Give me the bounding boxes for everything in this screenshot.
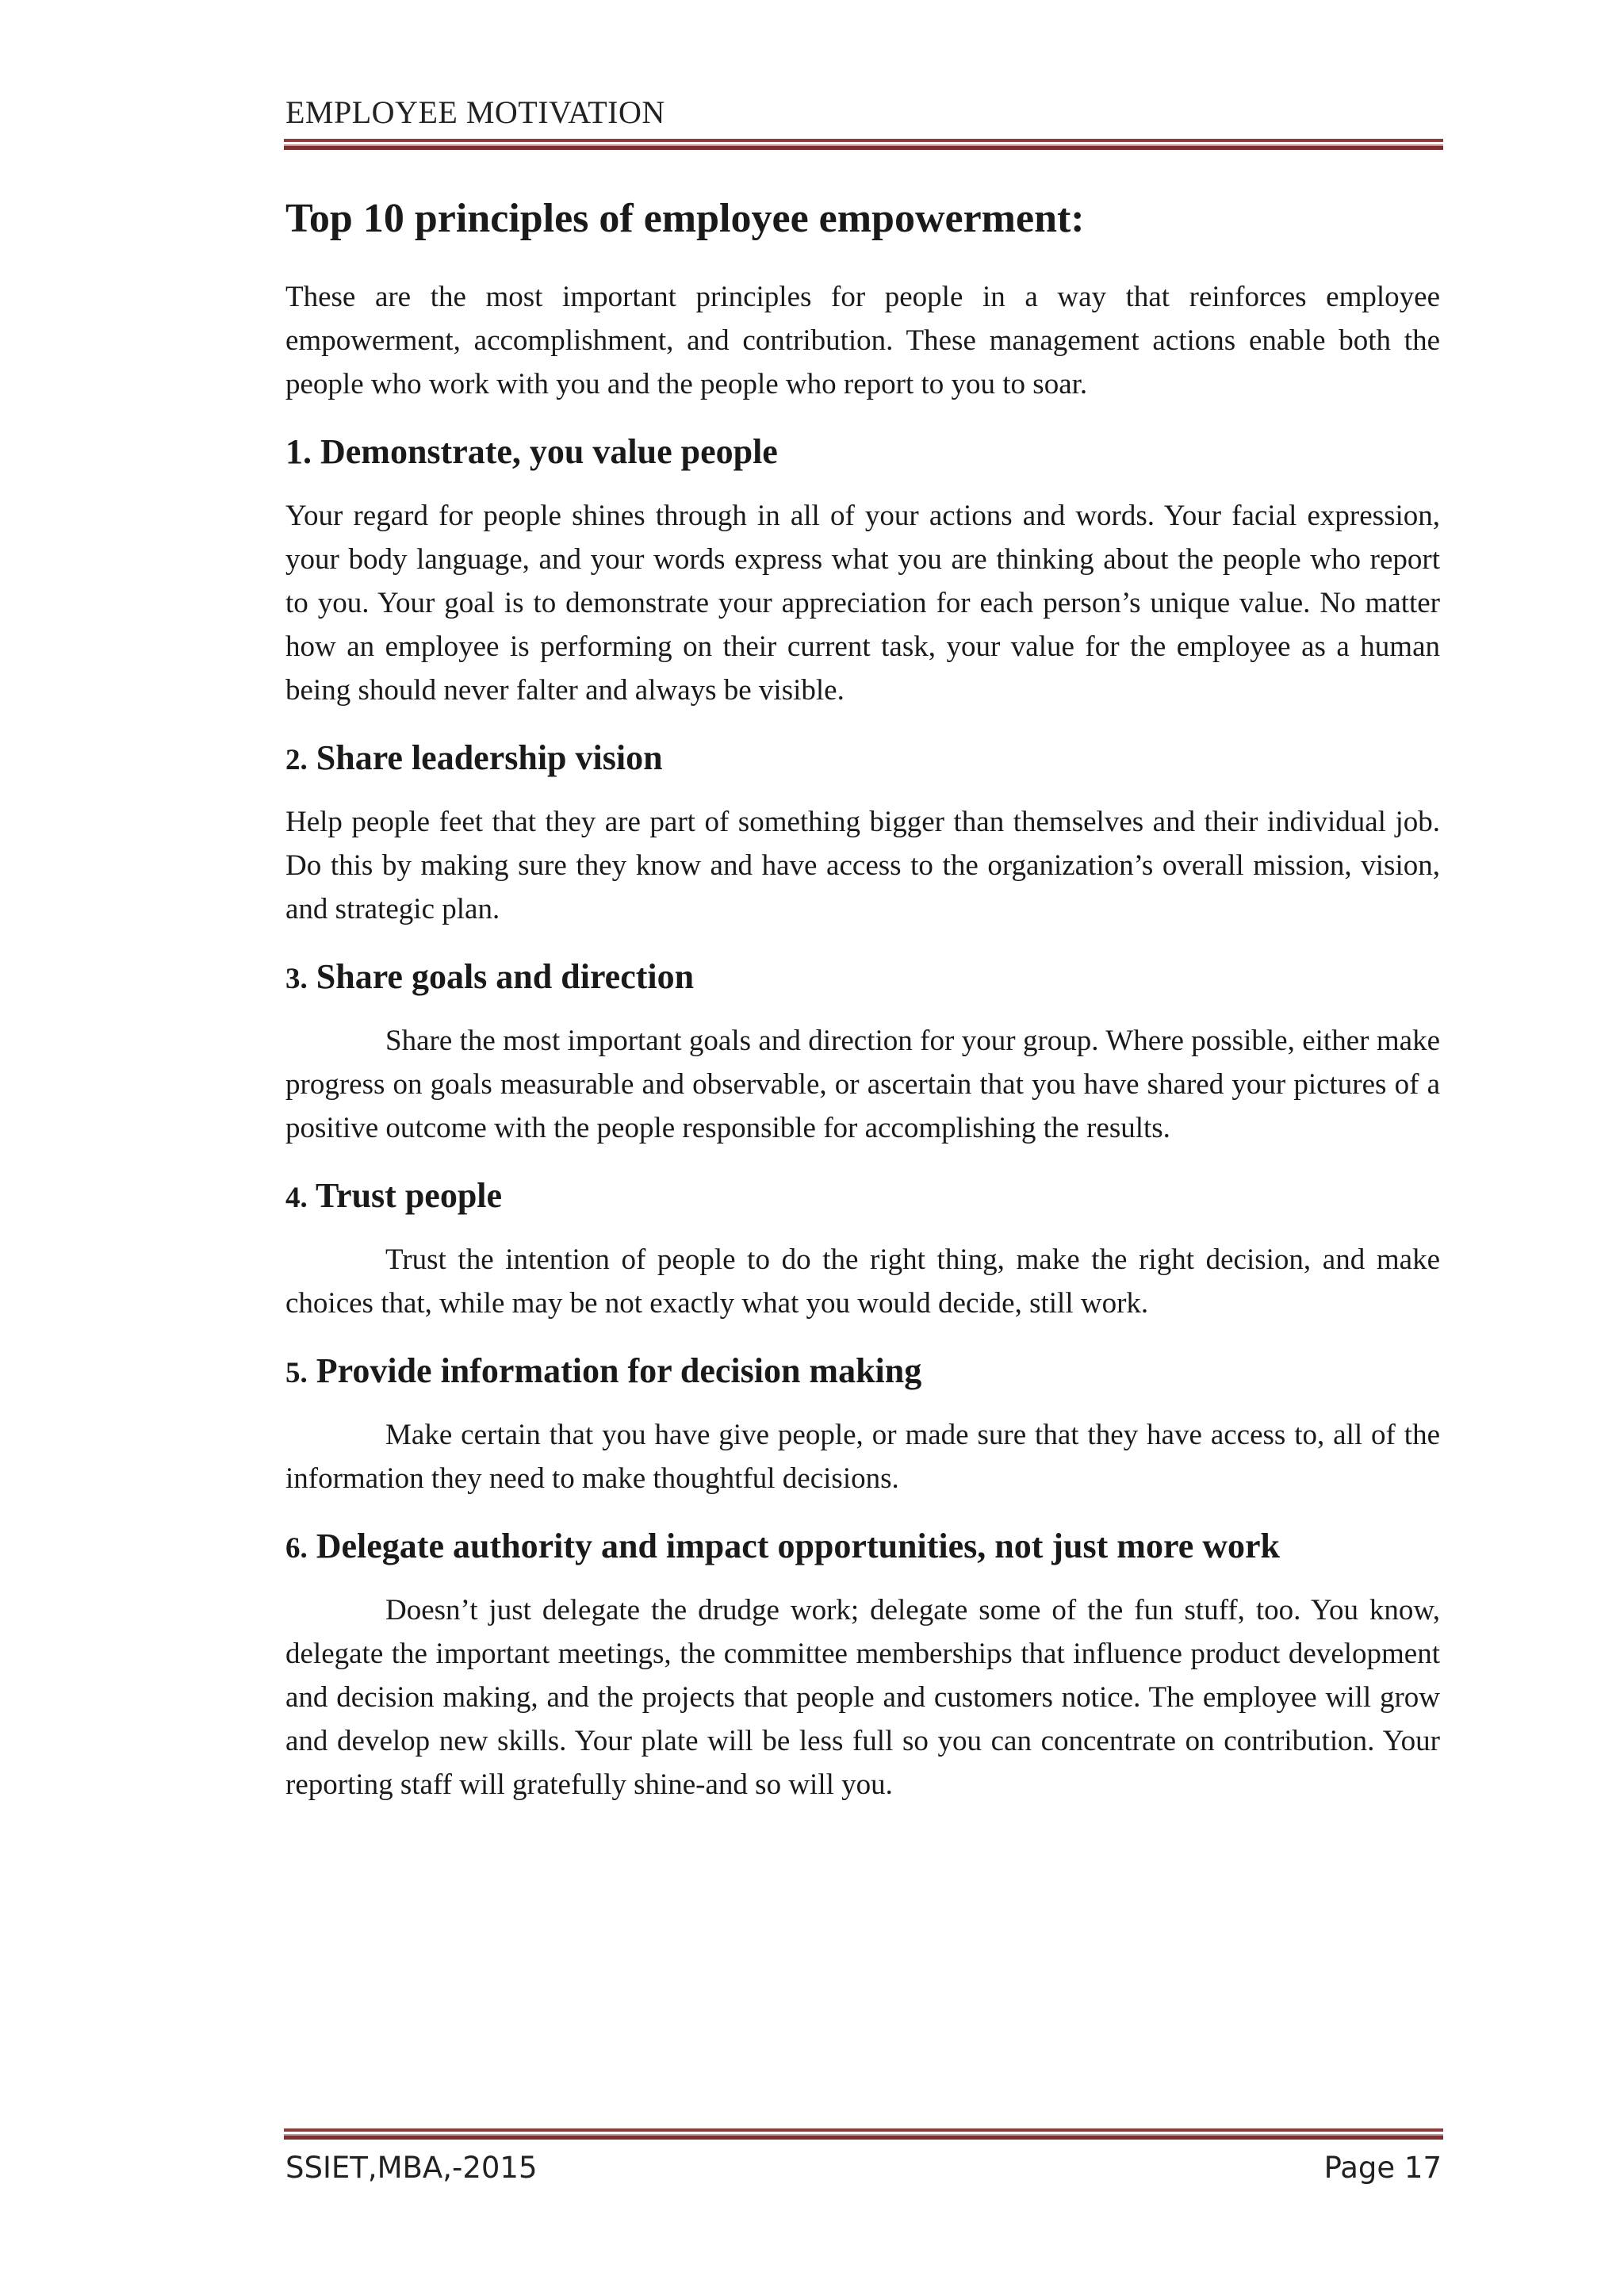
section-heading-text: Delegate authority and impact opportunities, not just more work [316, 1527, 1280, 1566]
section-heading-2 [285, 736, 1440, 780]
section-number: 4. [285, 1182, 308, 1215]
section-body-3: Share the most important goals and direction for your group. Where possible, either make progress on goals measurable and observable, or ascertain that you have shared your pictures of a positive outcome with the people responsible for accomplishing the results. [285, 1025, 1440, 1145]
section-number: 1. [285, 432, 312, 472]
section-heading-text: Share goals and direction [316, 957, 695, 997]
intro-paragraph: These are the most important principles for people in a way that reinforces employee empowerment, accomplishment, and contribution. These management actions enable both the people who work with you and the people who report to you to soar. [285, 281, 1440, 401]
footer-institution: SSIET,MBA,-2015 [285, 2151, 538, 2185]
section-number: 5. [285, 1357, 308, 1390]
section-number: 6. [285, 1532, 308, 1565]
section-number: 3. [285, 963, 308, 996]
footer-rule [284, 2128, 1443, 2140]
section-heading-text: Trust people [315, 1176, 503, 1216]
section-heading-3 [285, 955, 1440, 998]
section-heading-5 [285, 1349, 1440, 1393]
section-body-2: Help people feet that they are part of something bigger than themselves and their individual job. Do this by making sure they know and have access to the organization’s overall mission, vision, and strategic plan. [285, 806, 1440, 926]
section-body-5: Make certain that you have give people, or made sure that they have access to, all of the information they need to make thoughtful decisions. [285, 1419, 1440, 1496]
section-heading-text: Provide information for decision making [316, 1351, 922, 1391]
section-heading-text: Share leadership vision [316, 738, 663, 778]
page-content [285, 194, 1440, 1830]
running-header: EMPLOYEE MOTIVATION [285, 94, 665, 130]
section-body-1: Your regard for people shines through in all of your actions and words. Your facial expression, your body language, and your words express what you are thinking about the people who report to you. Your goal is to demonstrate your appreciation for each person’s unique value. No matter how an employee is performing on their current task, your value for the employee as a human being should never falter and always be visible. [285, 500, 1440, 707]
page-number: Page 17 [1323, 2151, 1442, 2185]
header-rule [284, 139, 1443, 150]
section-body-4: Trust the intention of people to do the right thing, make the right decision, and make choices that, while may be not exactly what you would decide, still work. [285, 1243, 1440, 1320]
section-number: 2. [285, 744, 308, 777]
section-heading-6 [285, 1524, 1440, 1568]
section-heading-1 [285, 430, 1440, 473]
section-body-6: Doesn’t just delegate the drudge work; delegate some of the fun stuff, too. You know, delegate the important meetings, the committee memberships that influence product development and decision making, and the projects that people and customers notice. The employee will grow and develop new skills. Your plate will be less full so you can concentrate on contribution. Your reporting staff will gratefully shine-and so will you. [285, 1594, 1440, 1802]
section-heading-4 [285, 1174, 1440, 1217]
page-title: Top 10 principles of employee empowerment: [285, 196, 1085, 241]
section-heading-text: Demonstrate, you value people [320, 432, 778, 472]
